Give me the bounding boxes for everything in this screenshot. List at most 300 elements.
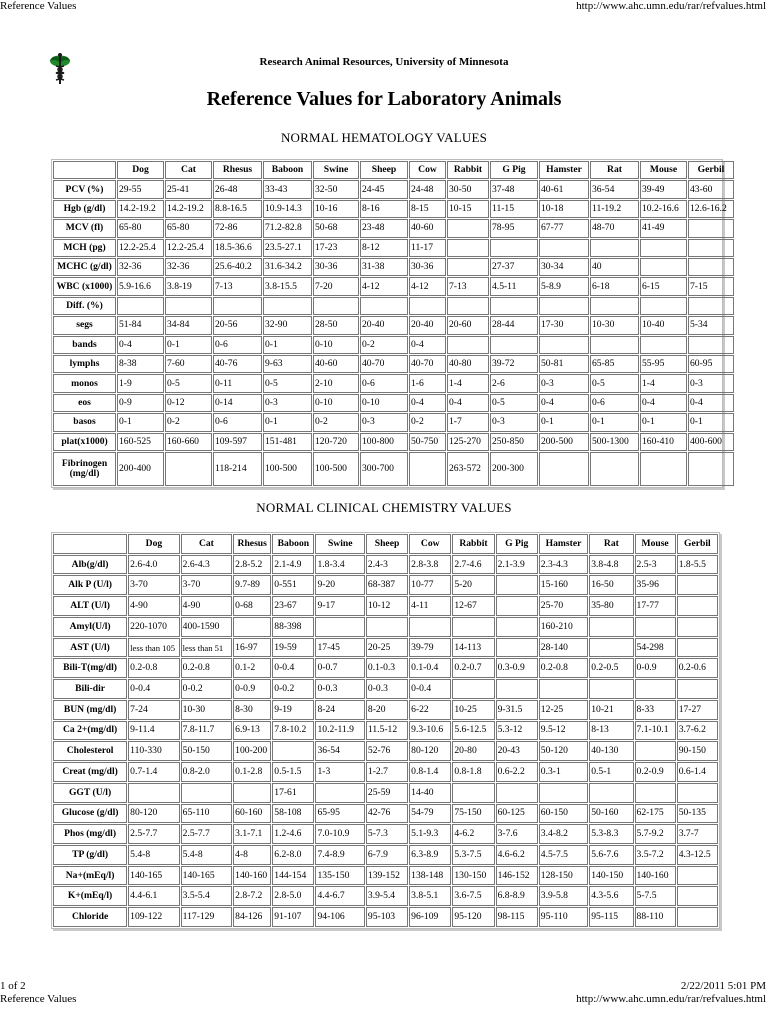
table-cell: 32-50: [313, 180, 359, 198]
table-cell: 34-84: [165, 316, 212, 334]
table-cell: 14-113: [452, 638, 494, 658]
table-cell: [539, 336, 589, 354]
table-cell: 140-150: [589, 866, 633, 886]
table-cell: 96-109: [409, 907, 451, 927]
table-cell: 20-40: [409, 316, 446, 334]
table-cell: 5.6-12.5: [452, 721, 494, 741]
table-cell: 32-90: [263, 316, 312, 334]
row-label: plat(x1000): [53, 433, 116, 451]
table-cell: 7.8-10.2: [272, 721, 314, 741]
table-cell: 6-15: [640, 277, 687, 295]
table-cell: 0.8-2.0: [181, 762, 233, 782]
table-row: [53, 239, 734, 257]
table-cell: 3.9-5.8: [539, 886, 588, 906]
table-cell: 4-11: [409, 596, 451, 616]
table-cell: 0-4: [640, 394, 687, 412]
table-cell: 50-120: [539, 741, 588, 761]
table-cell: 10-77: [409, 575, 451, 595]
table-cell: 6-18: [590, 277, 639, 295]
table-cell: 27-37: [490, 258, 538, 276]
table-cell: [677, 866, 718, 886]
row-label: MCV (fl): [53, 219, 116, 237]
table-cell: 2-10: [313, 374, 359, 392]
table-cell: 500-1300: [590, 433, 639, 451]
table-cell: 5-34: [688, 316, 734, 334]
row-label: K+(mEq/l): [53, 886, 127, 906]
table-cell: 32-36: [165, 258, 212, 276]
table-cell: 3.5-7.2: [635, 845, 676, 865]
column-header: Rat: [589, 534, 633, 554]
table-cell: 12-25: [539, 700, 588, 720]
table-cell: 0-12: [165, 394, 212, 412]
table-cell: 84-126: [233, 907, 271, 927]
table-cell: 95-103: [366, 907, 408, 927]
table-cell: [490, 239, 538, 257]
column-header: Baboon: [263, 161, 312, 179]
table-cell: 39-49: [640, 180, 687, 198]
table-cell: 3.8-15.5: [263, 277, 312, 295]
table-cell: 5-7.5: [635, 886, 676, 906]
table-cell: 0.2-0.7: [452, 658, 494, 678]
row-label: bands: [53, 336, 116, 354]
table-cell: 4.5-11: [490, 277, 538, 295]
table-cell: 0-0.3: [366, 679, 408, 699]
table-cell: 5.7-9.2: [635, 824, 676, 844]
table-cell: [447, 258, 489, 276]
table-row: [53, 886, 718, 906]
column-header: Rhesus: [233, 534, 271, 554]
table-row: [53, 316, 734, 334]
table-cell: 109-597: [213, 433, 262, 451]
table-cell: 2.8-5.0: [272, 886, 314, 906]
table-cell: 0-551: [272, 575, 314, 595]
table-row: [53, 555, 718, 575]
table-cell: [409, 452, 446, 486]
row-label: MCHC (g/dl): [53, 258, 116, 276]
column-header: Mouse: [635, 534, 676, 554]
row-label: ALT (U/l): [53, 596, 127, 616]
table-row: [53, 741, 718, 761]
table-cell: 400-1590: [181, 617, 233, 637]
column-header: Gerbil: [677, 534, 718, 554]
table-cell: 3-7.6: [496, 824, 538, 844]
table-cell: 2.1-3.9: [496, 555, 538, 575]
table-cell: 0.2-0.8: [128, 658, 180, 678]
column-header: Rat: [590, 161, 639, 179]
table-cell: [677, 575, 718, 595]
table-cell: 3.1-7.1: [233, 824, 271, 844]
table-cell: 0-14: [213, 394, 262, 412]
page-header-url: http://www.ahc.umn.edu/rar/refvalues.html: [576, 0, 766, 12]
table-cell: 40-60: [409, 219, 446, 237]
table-cell: 65-80: [117, 219, 164, 237]
column-header: Mouse: [640, 161, 687, 179]
table-cell: 24-45: [360, 180, 408, 198]
table-row: [53, 762, 718, 782]
table-cell: 140-165: [181, 866, 233, 886]
column-header: G Pig: [490, 161, 538, 179]
table-cell: [539, 239, 589, 257]
table-cell: 3.8-19: [165, 277, 212, 295]
table-cell: [409, 297, 446, 315]
table-cell: 20-40: [360, 316, 408, 334]
table-cell: 6.9-13: [233, 721, 271, 741]
table-cell: 5-8.9: [539, 277, 589, 295]
row-label: Cholesterol: [53, 741, 127, 761]
row-label: basos: [53, 413, 116, 431]
table-cell: 12.6-16.2: [688, 200, 734, 218]
table-cell: 400-600: [688, 433, 734, 451]
table-cell: 36-54: [315, 741, 364, 761]
table-cell: 20-56: [213, 316, 262, 334]
table-row: [53, 804, 718, 824]
table-cell: 160-660: [165, 433, 212, 451]
table-cell: 0.8-1.4: [409, 762, 451, 782]
table-cell: 3.7-7: [677, 824, 718, 844]
row-label: Fibrinogen (mg/dl): [53, 452, 116, 486]
table-cell: [452, 617, 494, 637]
table-cell: 52-76: [366, 741, 408, 761]
table-cell: 31.6-34.2: [263, 258, 312, 276]
table-cell: 94-106: [315, 907, 364, 927]
table-cell: 2.5-3: [635, 555, 676, 575]
table-cell: 5.4-8: [128, 845, 180, 865]
table-cell: 0-5: [490, 394, 538, 412]
table-cell: 16-97: [233, 638, 271, 658]
table-cell: 160-210: [539, 617, 588, 637]
table-cell: 33-43: [263, 180, 312, 198]
table-cell: 30-34: [539, 258, 589, 276]
table-row: [53, 374, 734, 392]
table-cell: 118-214: [213, 452, 262, 486]
table-cell: 10-25: [452, 700, 494, 720]
table-cell: 0.2-0.8: [539, 658, 588, 678]
table-cell: 12.2-25.4: [117, 239, 164, 257]
row-label: WBC (x1000): [53, 277, 116, 295]
table-cell: 5.4-8: [181, 845, 233, 865]
table-cell: 42-76: [366, 804, 408, 824]
table-cell: 2.8-7.2: [233, 886, 271, 906]
table-cell: 88-110: [635, 907, 676, 927]
row-label: Chloride: [53, 907, 127, 927]
table-cell: 146-152: [496, 866, 538, 886]
table-cell: 4-90: [181, 596, 233, 616]
table-cell: 2.7-4.6: [452, 555, 494, 575]
table-cell: [635, 783, 676, 803]
table-row: [53, 200, 734, 218]
table-row: [53, 575, 718, 595]
table-cell: 128-150: [539, 866, 588, 886]
table-cell: 65-85: [590, 355, 639, 373]
table-cell: [496, 596, 538, 616]
table-cell: [640, 258, 687, 276]
table-cell: 1.8-3.4: [315, 555, 364, 575]
table-cell: 7-13: [447, 277, 489, 295]
table-cell: 0-3: [263, 394, 312, 412]
header-corner-cell: [53, 161, 116, 179]
table-cell: 36-54: [590, 180, 639, 198]
table-cell: 6.3-8.9: [409, 845, 451, 865]
table-cell: 2.5-7.7: [128, 824, 180, 844]
table-cell: 140-160: [233, 866, 271, 886]
table-cell: 138-148: [409, 866, 451, 886]
table-cell: 25.6-40.2: [213, 258, 262, 276]
row-label: Creat (mg/dl): [53, 762, 127, 782]
table-cell: [539, 452, 589, 486]
table-cell: 2.6-4.0: [128, 555, 180, 575]
table-cell: [490, 336, 538, 354]
table-cell: 3-70: [128, 575, 180, 595]
table-cell: 11-17: [409, 239, 446, 257]
table-cell: [635, 617, 676, 637]
table-cell: [496, 638, 538, 658]
table-cell: 1-9: [117, 374, 164, 392]
table-cell: 17-27: [677, 700, 718, 720]
table-cell: 250-850: [490, 433, 538, 451]
table-cell: 10-16: [313, 200, 359, 218]
table-cell: 24-48: [409, 180, 446, 198]
table-cell: 95-115: [589, 907, 633, 927]
table-cell: 9-11.4: [128, 721, 180, 741]
table-cell: [165, 452, 212, 486]
table-cell: 60-160: [233, 804, 271, 824]
table-cell: 10-40: [640, 316, 687, 334]
table-cell: 0.1-0.3: [366, 658, 408, 678]
table-cell: [233, 783, 271, 803]
table-cell: 1-2.7: [366, 762, 408, 782]
table-cell: [688, 336, 734, 354]
table-cell: 0-0.4: [128, 679, 180, 699]
table-cell: [590, 452, 639, 486]
table-cell: 0-1: [590, 413, 639, 431]
table-cell: 1-3: [315, 762, 364, 782]
table-cell: 10-12: [366, 596, 408, 616]
table-cell: 41-49: [640, 219, 687, 237]
table-cell: [447, 336, 489, 354]
table-cell: 8-16: [360, 200, 408, 218]
table-row: [53, 433, 734, 451]
column-header: G Pig: [496, 534, 538, 554]
column-header: Rabbit: [447, 161, 489, 179]
row-label: MCH (pg): [53, 239, 116, 257]
table-cell: 0-6: [213, 413, 262, 431]
table-cell: 40-76: [213, 355, 262, 373]
table-cell: [640, 297, 687, 315]
table-cell: [452, 679, 494, 699]
table-cell: 120-720: [313, 433, 359, 451]
table-cell: 200-400: [117, 452, 164, 486]
table-cell: [640, 336, 687, 354]
table-cell: 0-10: [313, 394, 359, 412]
table-cell: 8-13: [589, 721, 633, 741]
table-cell: 109-122: [128, 907, 180, 927]
table-cell: 28-140: [539, 638, 588, 658]
table-cell: 0-0.7: [315, 658, 364, 678]
table-cell: 300-700: [360, 452, 408, 486]
table-cell: [447, 219, 489, 237]
table-cell: 14-40: [409, 783, 451, 803]
table-cell: [496, 575, 538, 595]
hematology-table: [52, 160, 735, 487]
table-cell: 0-68: [233, 596, 271, 616]
table-cell: 9.5-12: [539, 721, 588, 741]
table-cell: 5.9-16.6: [117, 277, 164, 295]
table-cell: 39-79: [409, 638, 451, 658]
header-corner-cell: [53, 534, 127, 554]
table-cell: [640, 239, 687, 257]
table-cell: [539, 297, 589, 315]
table-cell: [688, 219, 734, 237]
table-cell: [677, 783, 718, 803]
table-cell: [677, 638, 718, 658]
table-cell: 0-10: [360, 394, 408, 412]
table-row: [53, 355, 734, 373]
table-cell: 68-387: [366, 575, 408, 595]
table-cell: 0.6-2.2: [496, 762, 538, 782]
table-cell: 17-61: [272, 783, 314, 803]
table-cell: 40-70: [409, 355, 446, 373]
hematology-heading: NORMAL HEMATOLOGY VALUES: [280, 130, 488, 145]
table-cell: 0.7-1.4: [128, 762, 180, 782]
table-cell: [213, 297, 262, 315]
table-cell: 48-70: [590, 219, 639, 237]
table-cell: [452, 783, 494, 803]
table-cell: [496, 783, 538, 803]
table-cell: 117-129: [181, 907, 233, 927]
table-cell: 0-3: [490, 413, 538, 431]
table-cell: 0.1-0.4: [409, 658, 451, 678]
table-cell: 10-15: [447, 200, 489, 218]
table-cell: 1.2-4.6: [272, 824, 314, 844]
table-cell: 88-398: [272, 617, 314, 637]
table-cell: 17-45: [315, 638, 364, 658]
table-cell: 23-48: [360, 219, 408, 237]
row-label: AST (U/l): [53, 638, 127, 658]
table-cell: 54-298: [635, 638, 676, 658]
table-cell: 11.5-12: [366, 721, 408, 741]
table-cell: 0-4: [447, 394, 489, 412]
table-cell: [677, 886, 718, 906]
table-cell: 51-84: [117, 316, 164, 334]
row-label: Alb(g/dl): [53, 555, 127, 575]
column-header: Cow: [409, 534, 451, 554]
table-cell: [539, 679, 588, 699]
table-cell: 0-3: [688, 374, 734, 392]
table-cell: 4-90: [128, 596, 180, 616]
table-cell: 0-1: [263, 336, 312, 354]
table-cell: 140-165: [128, 866, 180, 886]
table-cell: 8-33: [635, 700, 676, 720]
next-page-header: [0, 993, 768, 1007]
table-cell: 200-500: [539, 433, 589, 451]
table-row: [53, 845, 718, 865]
table-cell: 91-107: [272, 907, 314, 927]
table-cell: 3.8-5.1: [409, 886, 451, 906]
table-cell: 55-95: [640, 355, 687, 373]
table-cell: 7-24: [128, 700, 180, 720]
row-label: Glucose (g/dl): [53, 804, 127, 824]
table-cell: 9.3-10.6: [409, 721, 451, 741]
column-header: Gerbil: [688, 161, 734, 179]
table-cell: 3-70: [181, 575, 233, 595]
table-cell: 0-2: [409, 413, 446, 431]
table-cell: 40-80: [447, 355, 489, 373]
table-cell: 0-1: [165, 336, 212, 354]
organization-name: Research Animal Resources, University of Minnesota: [259, 56, 509, 68]
page-footer: [0, 980, 768, 994]
table-cell: 2.3-4.3: [539, 555, 588, 575]
table-cell: 8-30: [233, 700, 271, 720]
table-cell: 4.6-6.2: [496, 845, 538, 865]
table-cell: 35-80: [589, 596, 633, 616]
table-cell: 125-270: [447, 433, 489, 451]
chemistry-table: [52, 533, 719, 928]
table-cell: 0-3: [360, 413, 408, 431]
table-cell: [313, 297, 359, 315]
table-cell: 0-3: [539, 374, 589, 392]
table-cell: 5.3-8.3: [589, 824, 633, 844]
table-cell: 0.1-2: [233, 658, 271, 678]
table-cell: 50-750: [409, 433, 446, 451]
table-cell: 0-6: [213, 336, 262, 354]
table-cell: 4.4-6.7: [315, 886, 364, 906]
table-cell: [589, 783, 633, 803]
table-cell: 0.8-1.8: [452, 762, 494, 782]
table-row: [53, 452, 734, 486]
table-cell: 160-410: [640, 433, 687, 451]
table-cell: 3.5-5.4: [181, 886, 233, 906]
table-cell: 8-15: [409, 200, 446, 218]
table-cell: 10-30: [181, 700, 233, 720]
row-label: eos: [53, 394, 116, 412]
table-row: [53, 394, 734, 412]
table-cell: 11-15: [490, 200, 538, 218]
table-cell: 0.3-0.9: [496, 658, 538, 678]
table-cell: 220-1070: [128, 617, 180, 637]
table-cell: [315, 617, 364, 637]
table-row: [53, 277, 734, 295]
table-cell: 2.6-4.3: [181, 555, 233, 575]
table-row: [53, 721, 718, 741]
table-cell: [640, 452, 687, 486]
table-cell: [677, 617, 718, 637]
table-cell: 0-4: [539, 394, 589, 412]
table-cell: [447, 297, 489, 315]
table-cell: 4.4-6.1: [128, 886, 180, 906]
table-cell: 20-60: [447, 316, 489, 334]
table-cell: 0-6: [590, 394, 639, 412]
table-cell: 23-67: [272, 596, 314, 616]
row-label: Alk P (U/l): [53, 575, 127, 595]
table-cell: 0-0.9: [635, 658, 676, 678]
table-cell: 95-120: [452, 907, 494, 927]
table-cell: 80-120: [409, 741, 451, 761]
row-label: Na+(mEq/l): [53, 866, 127, 886]
table-row: [53, 866, 718, 886]
table-cell: [688, 452, 734, 486]
table-cell: 29-55: [117, 180, 164, 198]
table-cell: 0-0.2: [181, 679, 233, 699]
table-cell: 7-20: [313, 277, 359, 295]
table-cell: 98-115: [496, 907, 538, 927]
table-cell: 40-130: [589, 741, 633, 761]
page-header-title: Reference Values: [0, 0, 77, 12]
table-cell: 10-30: [590, 316, 639, 334]
table-cell: 10.2-11.9: [315, 721, 364, 741]
table-cell: 10.9-14.3: [263, 200, 312, 218]
table-cell: 200-300: [490, 452, 538, 486]
table-cell: 95-110: [539, 907, 588, 927]
